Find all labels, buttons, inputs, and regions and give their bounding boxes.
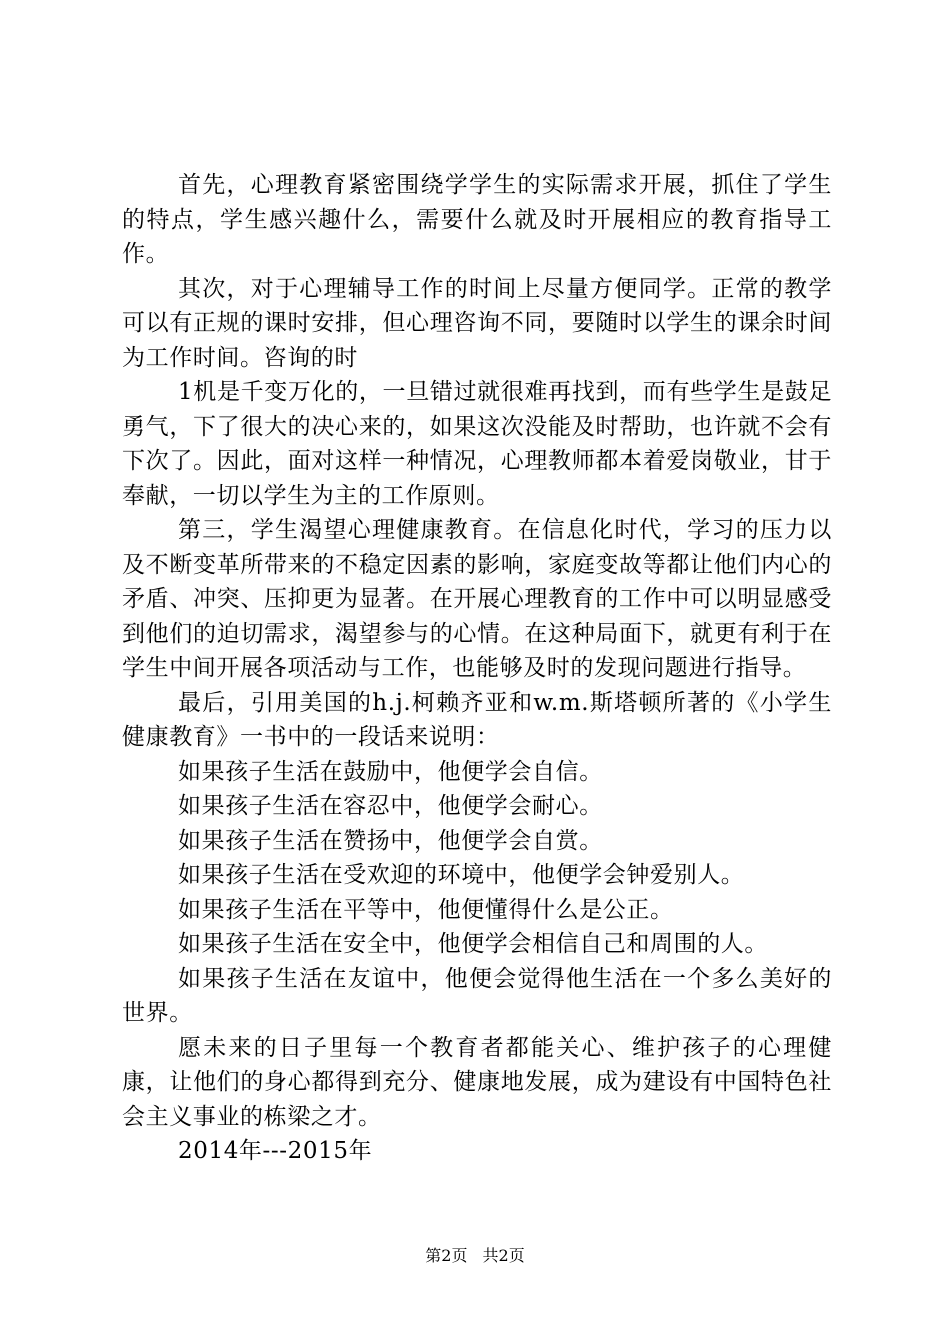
paragraph-continuation: 1机是千变万化的，一旦错过就很难再找到，而有些学生是鼓足勇气，下了很大的决心来的，如果这次没能及时帮助，也许就不会有下次了。因此，面对这样一种情况，心理教师都本着爱岗敬业，甘于奉献，一切以学生为主的工作原则。	[122, 379, 832, 509]
page-number-total: 共2页	[482, 1246, 525, 1265]
document-body	[122, 168, 832, 1169]
quote-line: 如果孩子生活在赞扬中，他便学会自赏。	[178, 827, 603, 854]
quote-paragraph: 如果孩子生活在友谊中，他便会觉得他生活在一个多么美好的世界。	[122, 965, 832, 1026]
paragraph-third: 第三，学生渴望心理健康教育。在信息化时代，学习的压力以及不断变革所带来的不稳定因素的影响，家庭变故等都让他们内心的矛盾、冲突、压抑更为显著。在开展心理教育的工作中可以明显感受到他们的迫切需求，渴望参与的心情。在这种局面下，就更有利于在学生中间开展各项活动与工作，也能够及时的发现问题进行指导。	[122, 517, 832, 681]
paragraph-second: 其次，对于心理辅导工作的时间上尽量方便同学。正常的教学可以有正规的课时安排，但心理咨询不同，要随时以学生的课余时间为工作时间。咨询的时	[122, 275, 832, 371]
closing-paragraph: 愿未来的日子里每一个教育者都能关心、维护孩子的心理健康，让他们的身心都得到充分、健康地发展，成为建设有中国特色社会主义事业的栋梁之才。	[122, 1034, 832, 1130]
paragraph-last: 最后，引用美国的h.j.柯赖齐亚和w.m.斯塔顿所著的《小学生健康教育》一书中的一段话来说明：	[122, 689, 832, 750]
year-line: 2014年---2015年	[178, 1138, 373, 1164]
quote-line: 如果孩子生活在鼓励中，他便学会自信。	[178, 758, 603, 785]
quote-line: 如果孩子生活在受欢迎的环境中，他便学会钟爱别人。	[178, 862, 745, 888]
quote-line: 如果孩子生活在平等中，他便懂得什么是公正。	[178, 896, 674, 923]
page-number-current: 第2页	[425, 1246, 468, 1265]
page-footer	[0, 1246, 950, 1266]
paragraph-first: 首先，心理教育紧密围绕学学生的实际需求开展，抓住了学生的特点，学生感兴趣什么，需要什么就及时开展相应的教育指导工作。	[122, 172, 832, 267]
quote-line: 如果孩子生活在容忍中，他便学会耐心。	[178, 793, 603, 819]
quote-line: 如果孩子生活在安全中，他便学会相信自己和周围的人。	[178, 931, 768, 957]
